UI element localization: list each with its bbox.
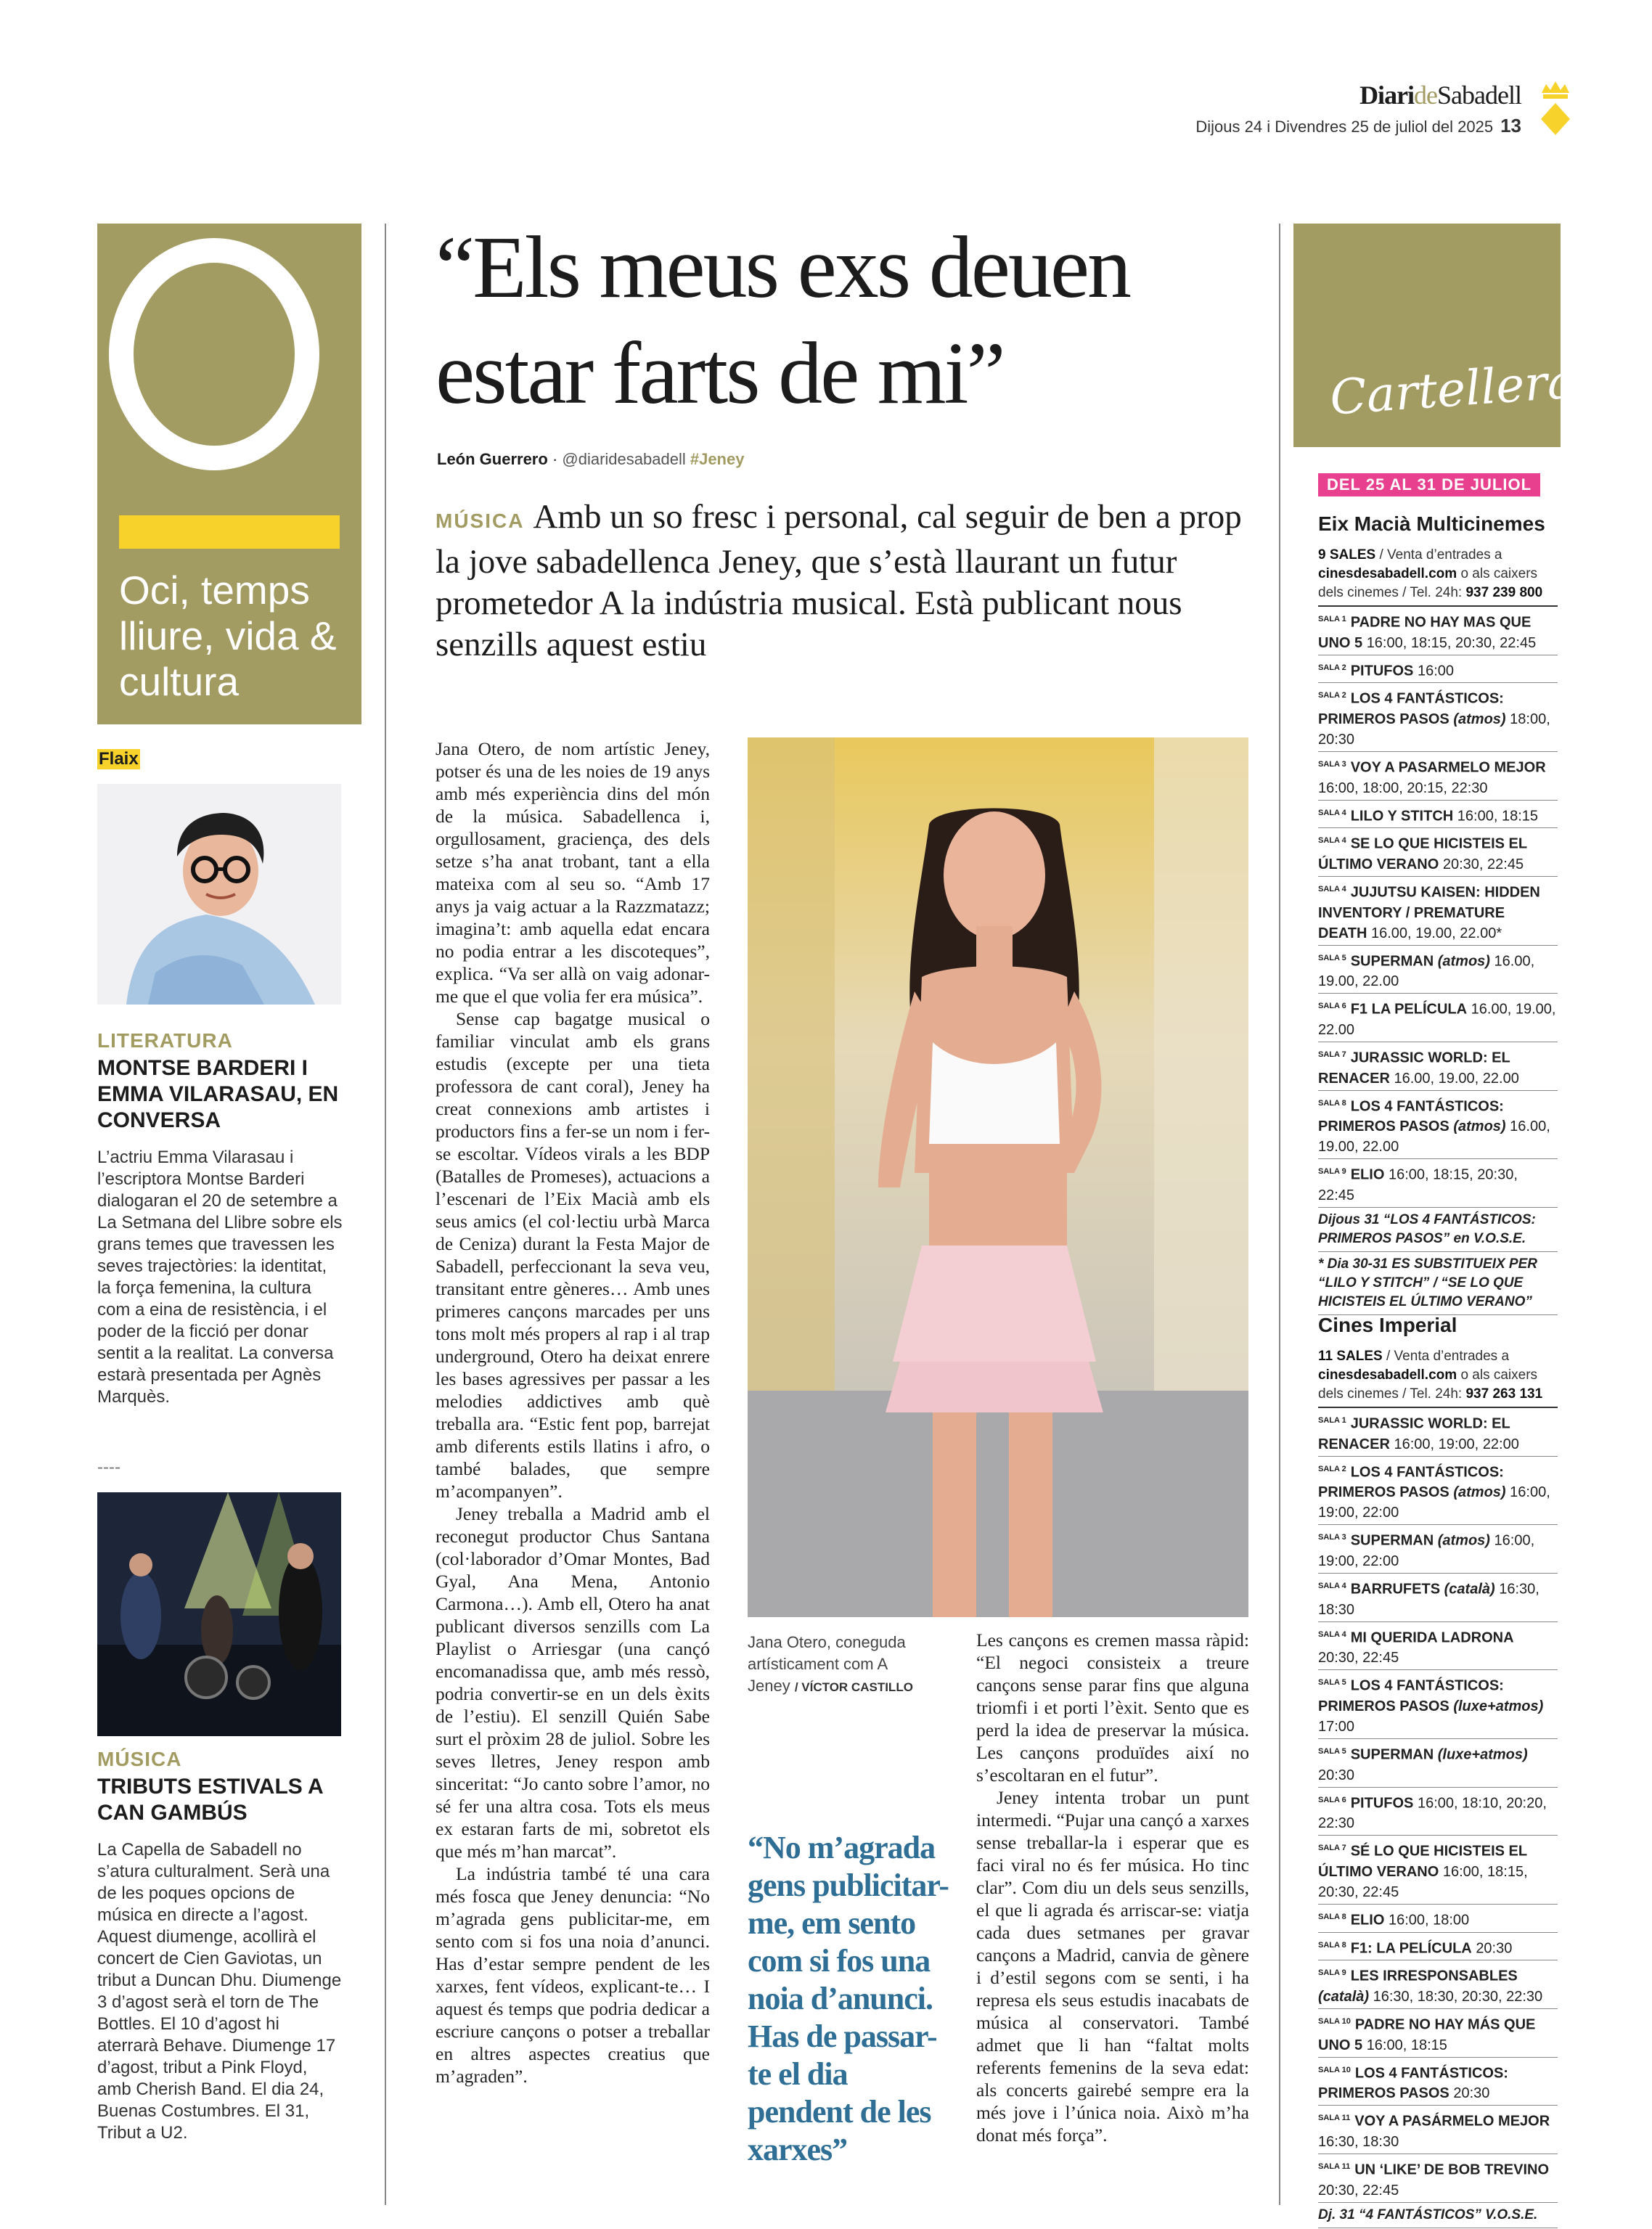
screen-number: SALA 4 — [1318, 1629, 1346, 1639]
showtimes: 16:00 — [1417, 663, 1455, 679]
screen-number: SALA 8 — [1318, 1098, 1346, 1108]
showtimes: 16:30, 18:30 — [1318, 1581, 1539, 1618]
showtimes: 16:00, 18:15, 20:30, 22:45 — [1318, 1166, 1518, 1203]
film-title: JURASSIC WORLD: EL RENACER — [1318, 1050, 1510, 1087]
film-listing[interactable] — [1318, 2106, 1558, 2154]
film-title: SÉ LO QUE HICISTEIS EL ÚLTIMO VERANO — [1318, 1843, 1527, 1880]
brief-kicker: LITERATURA — [97, 1029, 233, 1052]
separator: ---- — [97, 1457, 120, 1477]
film-listing[interactable] — [1318, 1622, 1558, 1671]
screen-number: SALA 9 — [1318, 1968, 1346, 1978]
newspaper-logo[interactable]: DiarideSabadell — [1359, 81, 1521, 110]
screen-number: SALA 7 — [1318, 1050, 1346, 1059]
film-listing[interactable] — [1318, 994, 1558, 1042]
showtimes: 16.00, 19.00, 22.00 — [1394, 1070, 1519, 1087]
film-format: (atmos) — [1453, 1118, 1506, 1135]
brief-body: L’actriu Emma Vilarasau i l’escriptora Montse Barderi dialogaran el 20 de setembre a La Setmana del Llibre sobre els grans temes que travessen les seves trajectòries: la identitat, la força femenina, la cultura com a eina de resistència, i el poder de la ficció per donar sentit a la realitat. La conversa estarà presentada per Agnès Marquès. — [97, 1148, 343, 1407]
film-title: LOS 4 FANTÁSTICOS: PRIMEROS PASOS — [1318, 2065, 1508, 2102]
film-format: (atmos) — [1437, 953, 1490, 970]
film-title: VOY A PASÁRMELO MEJOR — [1354, 2113, 1550, 2130]
showtimes: 16:00, 18:15, 20:30, 22:45 — [1366, 634, 1537, 651]
brief-headline[interactable]: TRIBUTS ESTIVALS A CAN GAMBÚS — [97, 1775, 323, 1825]
brief-kicker: MÚSICA — [97, 1748, 182, 1770]
film-listing[interactable] — [1318, 1091, 1558, 1160]
showtimes: 16:00, 18:15, 20:30, 22:45 — [1318, 1863, 1528, 1900]
screen-number: SALA 3 — [1318, 1533, 1346, 1542]
issue-date: Dijous 24 i Divendres 25 de juliol del 2025 — [1195, 118, 1494, 136]
film-format: (català) — [1318, 1988, 1370, 2005]
film-listing[interactable] — [1318, 1457, 1558, 1526]
showtimes: 20:30, 22:45 — [1318, 1650, 1399, 1666]
film-listing[interactable] — [1318, 607, 1558, 655]
cinema-info: 11 SALES / Venta d’entrades a cinesdesabadell.com o als caixers dels cinemes / Tel. 24h: 937 263 131 — [1318, 1347, 1558, 1408]
showtimes: 16.00, 19.00, 22.00 — [1318, 1001, 1556, 1038]
screen-number: SALA 6 — [1318, 1795, 1346, 1804]
film-listing[interactable] — [1318, 1739, 1558, 1788]
film-title: UN ‘LIKE’ DE BOB TREVINO — [1354, 2161, 1550, 2178]
article-lead — [436, 496, 1256, 666]
film-listing[interactable] — [1318, 1836, 1558, 1905]
film-listing[interactable] — [1318, 1525, 1558, 1574]
showtimes: 16:00, 19:00, 22:00 — [1394, 1436, 1519, 1452]
screen-number: SALA 6 — [1318, 1002, 1346, 1011]
cartellera-title: Cartellera — [1328, 353, 1578, 426]
author-name: León Guerrero — [437, 450, 548, 468]
film-title: PITUFOS — [1350, 663, 1414, 679]
film-listing[interactable] — [1318, 2009, 1558, 2058]
article-body-column-3 — [976, 1629, 1249, 2146]
phone-number[interactable]: 937 239 800 — [1465, 585, 1543, 600]
showtimes: 16:00, 19:00, 22:00 — [1318, 1484, 1550, 1521]
film-title: PADRE NO HAY MAS QUE UNO 5 — [1318, 614, 1532, 651]
photo-credit: / VÍCTOR CASTILLO — [794, 1680, 913, 1694]
film-title: SUPERMAN — [1350, 1746, 1434, 1763]
portrait-photo-montse-barderi[interactable] — [97, 784, 341, 1005]
lead-text: Amb un so fresc i personal, cal seguir de ben a prop la jove sabadellenca Jeney, que s’està llaurant un futur prometedor A la indústria musical. Està publicant nous senzills aquest estiu — [436, 498, 1242, 663]
film-listing[interactable] — [1318, 1670, 1558, 1739]
concert-band-photo[interactable] — [97, 1492, 341, 1736]
article-body-column-1 — [436, 737, 710, 2087]
screen-number: SALA 2 — [1318, 1464, 1346, 1473]
page-number: 13 — [1500, 115, 1521, 136]
showtimes: 20:30, 22:45 — [1442, 856, 1524, 872]
crown-crest-icon — [1539, 80, 1572, 138]
ticket-website-link[interactable]: cinesdesabadell.com — [1318, 1367, 1457, 1383]
cinema-listing-eix-macia — [1318, 512, 1558, 1315]
screen-number: SALA 5 — [1318, 1678, 1346, 1688]
film-format: (luxe+atmos) — [1437, 1746, 1528, 1763]
film-listing[interactable] — [1318, 828, 1558, 877]
brief-body: La Capella de Sabadell no s’atura culturalment. Serà una de les poques opcions de música en directe a l’agost. Aquest diumenge, acollirà el concert de Cien Gaviotas, un tribut a Duncan Dhu. Diumenge 3 d’agost serà el torn de The Bottles. El 10 d’agost hi aterrarà Behave. Diumenge 17 d’agost, tribut a Pink Floyd, amb Cherish Band. El dia 24, Buenas Costumbres. El 31, Tribut a U2. — [97, 1840, 342, 2143]
showtimes: 18:00, 20:30 — [1318, 711, 1550, 748]
screen-number: SALA 2 — [1318, 663, 1346, 672]
photo-caption: Jana Otero, coneguda artísticament com A Jeney / VÍCTOR CASTILLO — [748, 1633, 913, 1695]
film-title: LOS 4 FANTÁSTICOS: PRIMEROS PASOS — [1318, 690, 1504, 727]
screen-number: SALA 1 — [1318, 615, 1346, 623]
screen-number: SALA 8 — [1318, 1912, 1346, 1921]
screen-number: SALA 4 — [1318, 836, 1346, 846]
screen-number: SALA 10 — [1318, 2065, 1351, 2074]
film-title: SUPERMAN — [1350, 953, 1434, 970]
film-title: F1 LA PELÍCULA — [1350, 1001, 1468, 1018]
cinema-name[interactable]: Cines Imperial — [1318, 1314, 1457, 1336]
body-paragraph: Jeney intenta trobar un punt intermedi. “Pujar una cançó a xarxes sense treballar-la i esperar que es faci viral no és fer música. Ho tinc clar”. Com diu un dels seus senzills, el que li agrada és arriscar-se: viatja cada dues setmanes per gravar cançons a Madrid, canvia de gènere i d’estil segons com se senti, i ha represa els seus estudis inacabats de música al conservatori. També admet que li han “faltat molts referents femenins de la seva edat: als concerts gairebé sempre era la més jove i l’única noia. Això m’ha donat més força”. — [976, 1787, 1249, 2146]
hashtag[interactable]: #Jeney — [690, 450, 745, 468]
showtimes: 16:00, 18:00 — [1388, 1912, 1470, 1929]
film-title: F1: LA PELÍCULA — [1350, 1940, 1472, 1957]
body-paragraph: Sense cap bagatge musical o familiar vinculat amb els grans estudis (excepte per una tieta professora de cant coral), Jeney ha creat connexions amb artistes i productors fins a fer-se un nom i fer-se escoltar. Vídeos virals a les BDP (Batalles de Promeses), actuacions a l’escenari de l’Eix Macià amb els seus amics (el col·lectiu urbà Marca de Ceniza) durant la Festa Major de Sabadell, perfeccionant la seva veu, transitant entre gèneres… Amb unes primeres cançons marcades per uns tons molt més propers al rap i al trap underground, Otero ha deixat enrere les bases agressives per passar a les melodies addictives amb què treballa ara. “Estic fent pop, barrejat amb diferents estils llatins i afro, o també balades, que sempre m’acompanyen”. — [436, 1008, 710, 1502]
film-listing[interactable] — [1318, 655, 1558, 684]
film-title: JUJUTSU KAISEN: HIDDEN INVENTORY / PREMATURE DEATH — [1318, 884, 1540, 941]
film-title: PADRE NO HAY MÁS QUE UNO 5 — [1318, 2016, 1536, 2053]
film-title: LOS 4 FANTÁSTICOS: PRIMEROS PASOS — [1318, 1464, 1504, 1501]
brief-literatura — [97, 1029, 344, 1408]
body-paragraph: La indústria també té una cara més fosca que Jeney denuncia: “No m’agrada gens publicitar-me, em sento com si fos una noia d’anunci. Has d’estar sempre pendent de les xarxes, fent vídeos, explicant-te… I aquest és temps que podria dedicar a escriure cançons o potser a treballar en altres aspectes creatius que m’agraden”. — [436, 1863, 710, 2087]
film-format: (català) — [1444, 1581, 1495, 1598]
film-listing[interactable] — [1318, 683, 1558, 752]
brief-headline[interactable]: MONTSE BARDERI I EMMA VILARASAU, EN CONVERSA — [97, 1056, 339, 1132]
showtimes: 16.00, 19.00, 22.00 — [1318, 953, 1535, 990]
listing-note: Dijous 31 “LOS 4 FANTÁSTICOS: PRIMEROS PASOS” en V.O.S.E. — [1318, 1208, 1558, 1252]
screen-number: SALA 5 — [1318, 953, 1346, 962]
brief-musica — [97, 1748, 344, 2144]
screen-number: SALA 11 — [1318, 2161, 1351, 2171]
film-title: PITUFOS — [1350, 1795, 1414, 1812]
body-paragraph: Jana Otero, de nom artístic Jeney, potser és una de les noies de 19 anys amb més experiència dins del món de la música. Sabadellenca i, orgullosament, graciença, des dels setze s’ha anat trobant, tant a ella mateixa com al seu so. “Amb 17 anys ja vaig actuar a la Razzmatazz; imagina’t: amb aquella edat encara no podia entrar a les discoteques”, explica. “Va ser allà on vaig adonar-me que el que volia fer era música”. — [436, 738, 710, 1007]
showtimes: 16:00, 18:15 — [1457, 808, 1538, 825]
screen-number: SALA 3 — [1318, 759, 1346, 769]
jeney-portrait-photo[interactable] — [748, 737, 1248, 1617]
section-yellow-bar — [119, 515, 340, 549]
cartellera-date-badge: DEL 25 AL 31 DE JULIOL — [1318, 473, 1540, 496]
film-listing[interactable] — [1318, 877, 1558, 946]
showtimes: 16.00, 19.00, 22.00 — [1318, 1118, 1550, 1156]
cartellera-header-box — [1293, 224, 1578, 447]
showtimes: 16:00, 18:10, 20:20, 22:30 — [1318, 1795, 1547, 1832]
film-title: VOY A PASARMELO MEJOR — [1350, 759, 1546, 776]
pull-quote: “No m’agrada gens publicitar-me, em sento com si fos una noia d’anunci. Has de passar-te el dia pendent de les xarxes” — [748, 1830, 949, 2167]
film-title: MI QUERIDA LADRONA — [1350, 1629, 1514, 1646]
film-listing[interactable] — [1318, 1788, 1558, 1836]
showtimes: 16:00, 19:00, 22:00 — [1318, 1532, 1535, 1569]
film-title: JURASSIC WORLD: EL RENACER — [1318, 1415, 1510, 1452]
showtimes: 16:30, 18:30, 20:30, 22:30 — [1373, 1988, 1543, 2005]
screen-number: SALA 1 — [1318, 1416, 1346, 1425]
showtimes: 16.00, 19.00, 22.00* — [1370, 925, 1502, 941]
screen-number: SALA 9 — [1318, 1167, 1346, 1177]
film-listing[interactable] — [1318, 801, 1558, 829]
film-title: SUPERMAN — [1350, 1532, 1434, 1549]
cinema-name[interactable]: Eix Macià Multicinemes — [1318, 512, 1545, 535]
film-title: ELIO — [1350, 1912, 1385, 1929]
byline: León Guerrero · @diaridesabadell #Jeney — [437, 450, 745, 468]
film-listing[interactable] — [1318, 1574, 1558, 1622]
phone-number[interactable]: 937 263 131 — [1465, 1386, 1543, 1402]
screen-number: SALA 11 — [1318, 2114, 1351, 2123]
film-title: LOS 4 FANTÁSTICOS: PRIMEROS PASOS — [1318, 1098, 1504, 1135]
film-format: (atmos) — [1437, 1532, 1490, 1549]
film-title: LILO Y STITCH — [1350, 808, 1454, 825]
section-header-box — [97, 224, 361, 724]
film-listing[interactable] — [1318, 946, 1558, 994]
listing-note: Dj. 31 “4 FANTÁSTICOS” V.O.S.E. — [1318, 2203, 1558, 2228]
screen-number: SALA 4 — [1318, 808, 1346, 817]
showtimes: 17:00 — [1318, 1718, 1355, 1735]
film-listing[interactable] — [1318, 1408, 1558, 1457]
lead-kicker: MÚSICA — [436, 510, 525, 532]
listing-note: * Dia 30-31 ES SUBSTITUEIX PER “LILO Y STITCH” / “SE LO QUE HICISTEIS EL ÚLTIMO VERANO” — [1318, 1252, 1558, 1315]
body-paragraph: Les cançons es cremen massa ràpid: “El negoci consisteix a treure cançons sense parar fins que alguna triomfi i et porti l’èxit. Sento que es perd la idea de preservar la música. Les cançons produïdes així no s’escoltaran en el futur”. — [976, 1629, 1249, 1786]
screen-number: SALA 7 — [1318, 1844, 1346, 1853]
column-divider — [1279, 224, 1280, 2205]
section-name: Oci, temps lliure, vida & cultura — [119, 568, 337, 704]
film-listing[interactable] — [1318, 2154, 1558, 2203]
film-title: SE LO QUE HICISTEIS EL ÚLTIMO VERANO — [1318, 835, 1527, 872]
film-listing[interactable] — [1318, 1933, 1558, 1961]
film-listing[interactable] — [1318, 1905, 1558, 1933]
screen-number: SALA 4 — [1318, 1581, 1346, 1590]
showtimes: 16:30, 18:30 — [1318, 2133, 1399, 2150]
screen-number: SALA 2 — [1318, 691, 1346, 700]
film-title: LES IRRESPONSABLES — [1350, 1968, 1518, 1984]
cinema-info: 9 SALES / Venta d’entrades a cinesdesabadell.com o als caixers dels cinemes / Tel. 24h: 937 239 800 — [1318, 546, 1558, 607]
showtimes: 16:00, 18:15 — [1366, 2037, 1447, 2053]
film-title: BARRUFETS — [1350, 1581, 1441, 1598]
screen-number: SALA 4 — [1318, 884, 1346, 893]
showtimes: 16:00, 18:00, 20:15, 22:30 — [1318, 780, 1488, 796]
screen-number: SALA 8 — [1318, 1940, 1346, 1950]
showtimes: 20:30 — [1318, 1767, 1355, 1783]
screen-number: SALA 5 — [1318, 1746, 1346, 1756]
article-headline[interactable]: “Els meus exs deuen estar farts de mi” — [436, 218, 1129, 422]
section-letter-o — [109, 238, 319, 470]
film-listing[interactable] — [1318, 1042, 1558, 1091]
masthead — [1195, 80, 1521, 137]
film-title: LOS 4 FANTÁSTICOS: PRIMEROS PASOS — [1318, 1677, 1504, 1714]
column-divider — [385, 224, 386, 2205]
film-listing[interactable] — [1318, 1159, 1558, 1208]
body-paragraph: Jeney treballa a Madrid amb el reconegut productor Chus Santana (col·laborador d’Omar Montes, Bad Gyal, Ana Mena, Antonio Carmona…). Amb ell, Otero ha anat publicant diversos senzills com La Playlist o Arriesgar (una cançó encomanadissa que, amb més ressò, podria convertir-se en un dels èxits de l’estiu). El senzill Quién Sabe surt el pròxim 28 de juliol. Sobre les seves lletres, Jeney respon amb sinceritat: “Jo canto sobre l’amor, no sé fer una altra cosa. Tots els meus ex estaran farts de mi, sobretot els que més m’han marcat”. — [436, 1503, 710, 1862]
screen-number: SALA 10 — [1318, 2016, 1351, 2026]
cinema-listing-imperial — [1318, 1314, 1558, 2228]
film-format: (luxe+atmos) — [1453, 1698, 1544, 1714]
film-listing[interactable] — [1318, 2058, 1558, 2106]
film-title: ELIO — [1350, 1166, 1385, 1183]
film-format: (atmos) — [1453, 711, 1506, 727]
showtimes: 20:30, 22:45 — [1318, 2182, 1399, 2199]
film-listing[interactable] — [1318, 752, 1558, 801]
flaix-label: Flaix — [99, 749, 139, 769]
ticket-website-link[interactable]: cinesdesabadell.com — [1318, 566, 1457, 581]
film-format: (atmos) — [1453, 1484, 1506, 1501]
showtimes: 20:30 — [1476, 1940, 1513, 1957]
social-handle[interactable]: @diaridesabadell — [562, 450, 686, 468]
film-listing[interactable] — [1318, 1960, 1558, 2009]
showtimes: 20:30 — [1453, 2085, 1490, 2102]
